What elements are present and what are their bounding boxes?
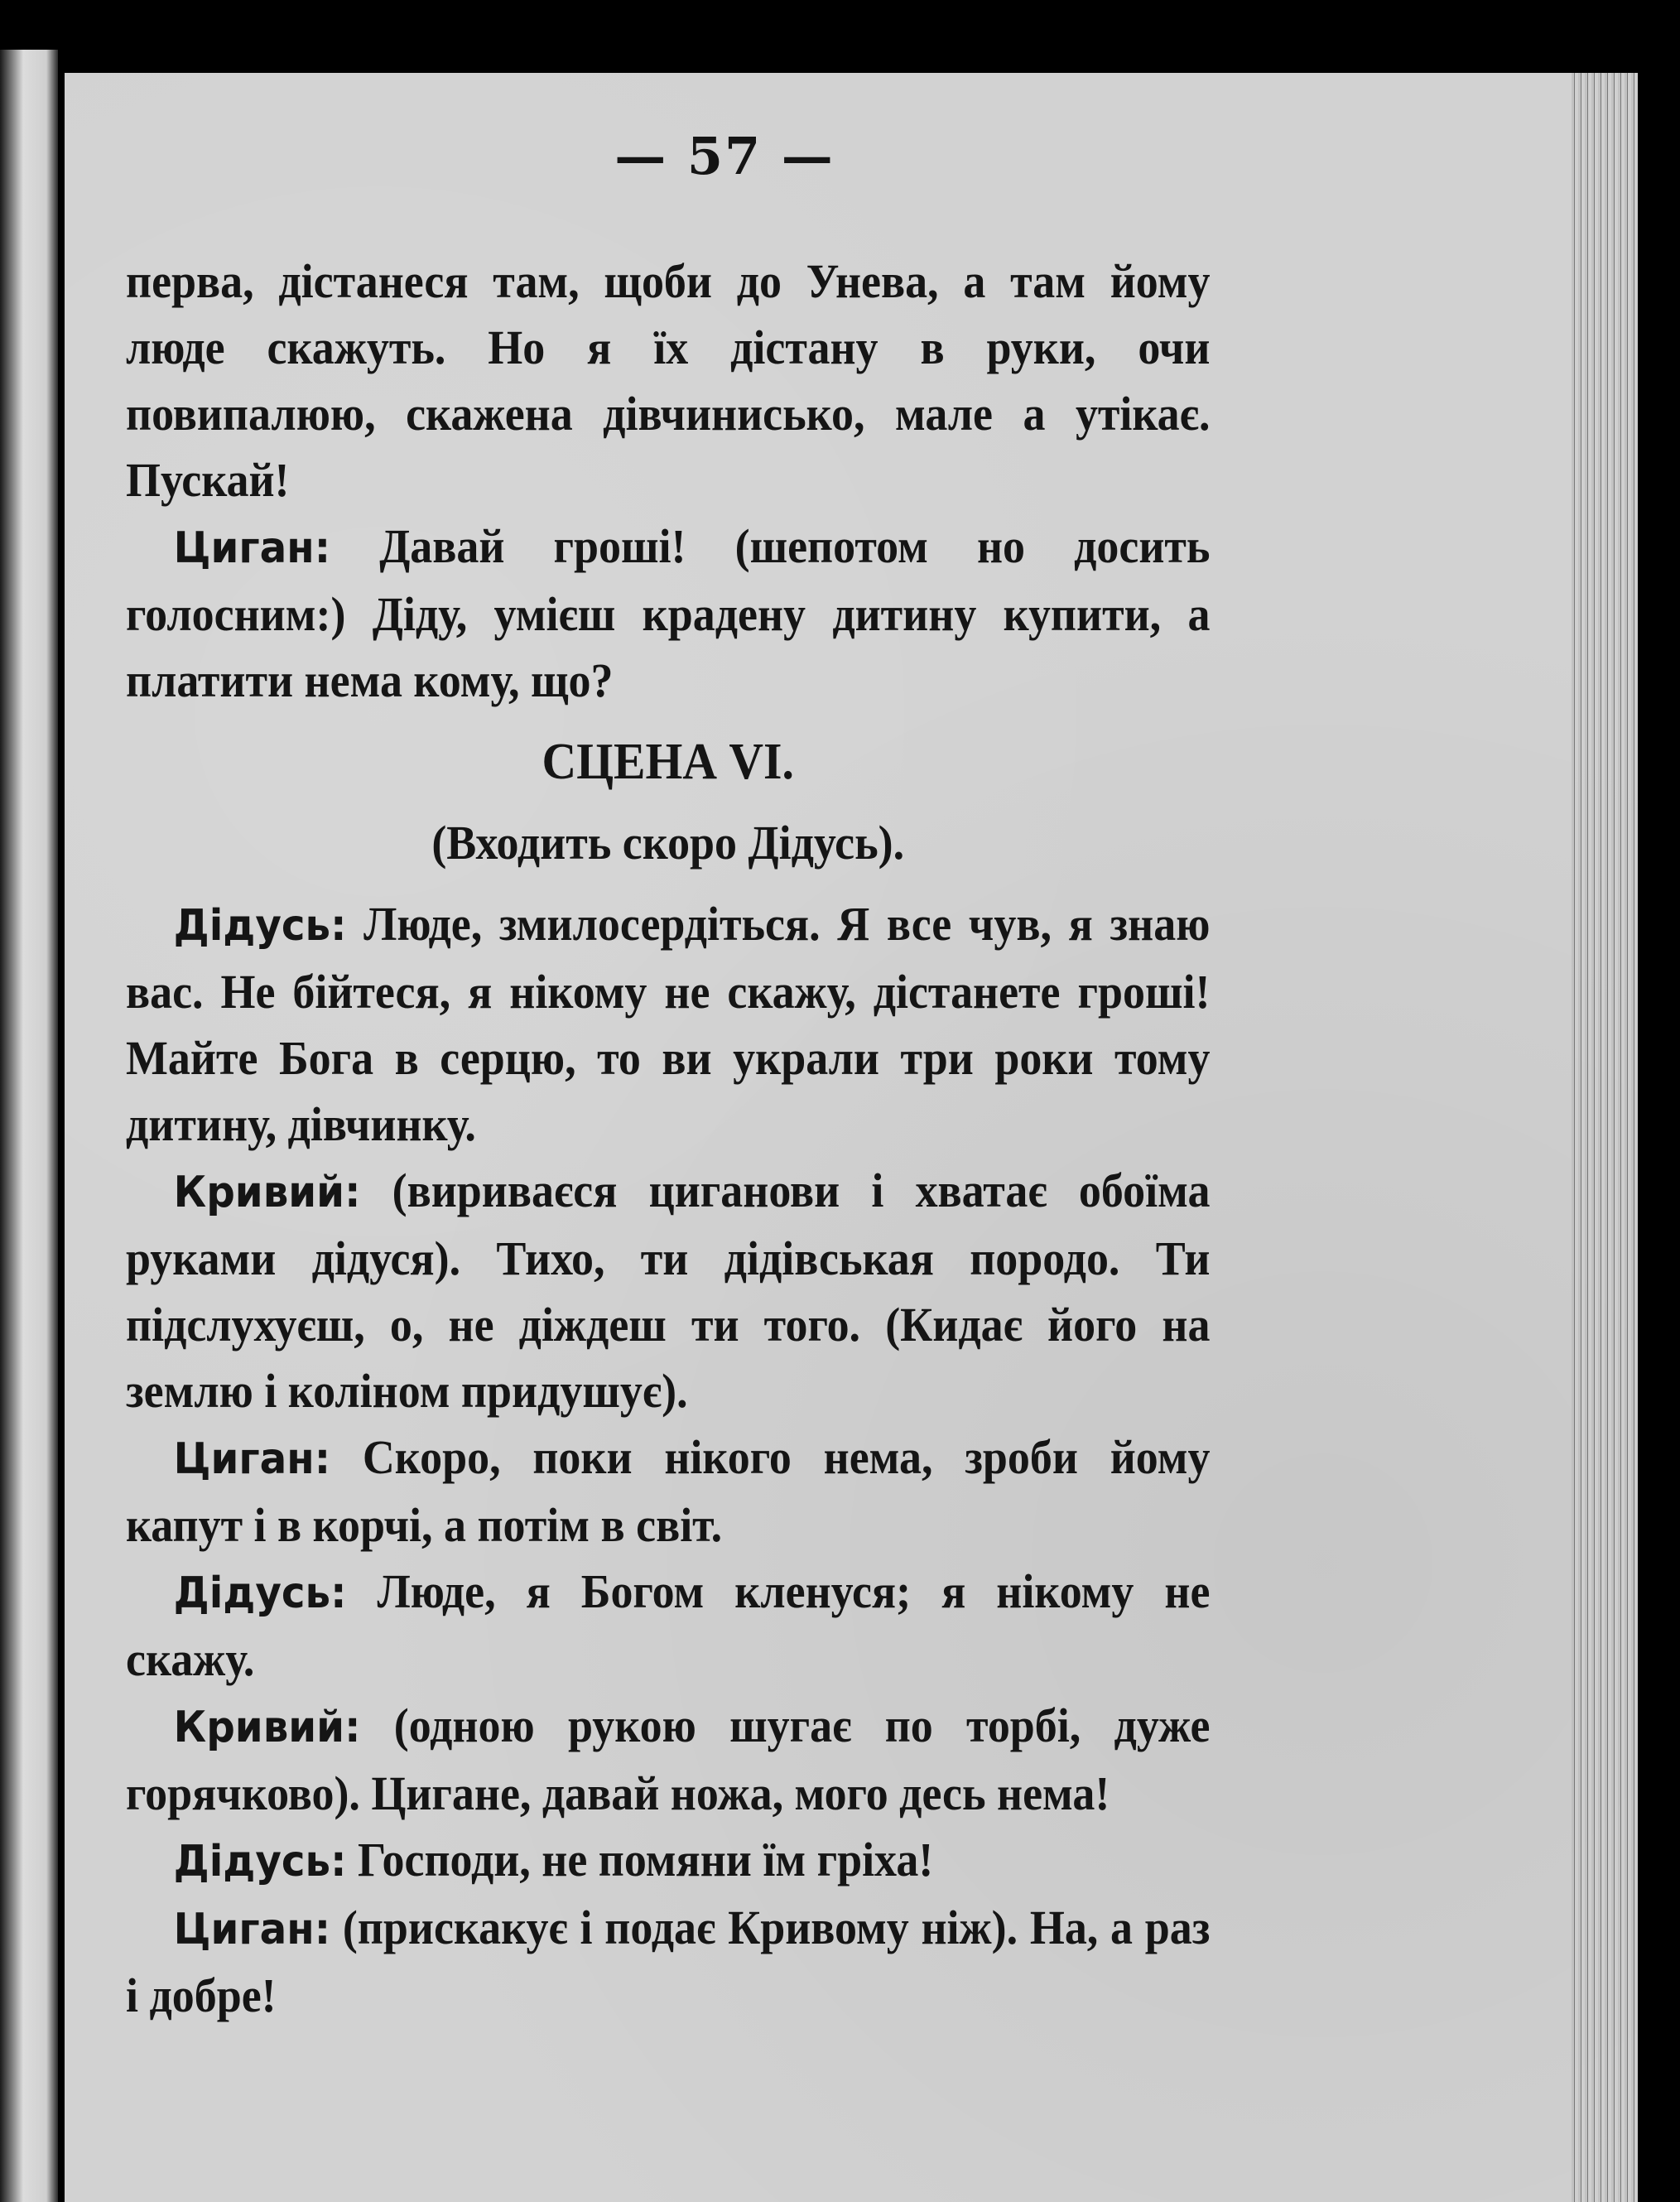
speaker-name: Циган: — [173, 1434, 331, 1484]
speaker-name: Дідусь: — [173, 1568, 347, 1618]
speaker-name: Циган: — [173, 523, 331, 573]
dialogue-line — [126, 1827, 1210, 1895]
page-edges — [1572, 73, 1638, 2202]
dialogue-text: Люде, я Богом кленуся; я нікому не скажу. — [126, 1564, 1211, 1686]
dialogue-text: (одною рукою шугає по торбі, дуже горячково). Цигане, давай ножа, мого десь нема! — [126, 1698, 1211, 1820]
page-number: — 57 — — [614, 126, 835, 186]
speaker-name: Дідусь: — [173, 901, 347, 951]
dialogue-text: Господи, не помяни їм гріха! — [357, 1833, 934, 1886]
dialogue-line — [126, 1424, 1210, 1559]
speaker-name: Кривий: — [173, 1703, 361, 1752]
speaker-name: Дідусь: — [173, 1837, 347, 1886]
dialogue-line — [126, 1559, 1210, 1693]
dialogue-text: Люде, змилосердіться. Я все чув, я знаю вас. Не бійтеся, я нікому не скажу, дістанете гроші! Майте Бога в серцю, то ви украли три роки тому дитину, дівчинку. — [126, 897, 1211, 1151]
page-text — [126, 248, 1210, 2029]
dialogue-text: Давай гроші! (шепотом но досить голосним:) Діду, умієш крадену дитину купити, а платити нема кому, що? — [126, 519, 1211, 707]
stage-direction: (Входить скоро Дідусь). — [431, 816, 905, 870]
dialogue-line — [126, 1895, 1210, 2029]
scene-title: СЦЕНА VI. — [542, 734, 794, 790]
dialogue-text: (прискакує і подає Кривому ніж). На, а раз і добре! — [126, 1901, 1211, 2022]
speaker-name: Циган: — [173, 1905, 331, 1954]
previous-page-edge — [0, 50, 58, 2202]
dialogue-line — [126, 1158, 1210, 1424]
speaker-name: Кривий: — [173, 1168, 361, 1217]
dialogue-text: (вириваєся циганови і хватає обоїма руками дідуся). Тихо, ти дідівськая породо. Ти підслухуєш, о, не діждеш ти того. (Кидає його на землю і коліном придушує). — [126, 1164, 1211, 1418]
dialogue-line — [126, 513, 1210, 714]
opening-paragraph: перва, дістанеся там, щоби до Унева, а там йому люде скажуть. Но я їх дістану в руки, очи повипалюю, скажена дівчинисько, мале а утікає. Пускай! — [126, 254, 1211, 507]
dialogue-text: Скоро, поки нікого нема, зроби йому капут і в корчі, а потім в світ. — [126, 1430, 1211, 1552]
dialogue-line — [126, 891, 1210, 1158]
dialogue-line — [126, 1693, 1210, 1827]
